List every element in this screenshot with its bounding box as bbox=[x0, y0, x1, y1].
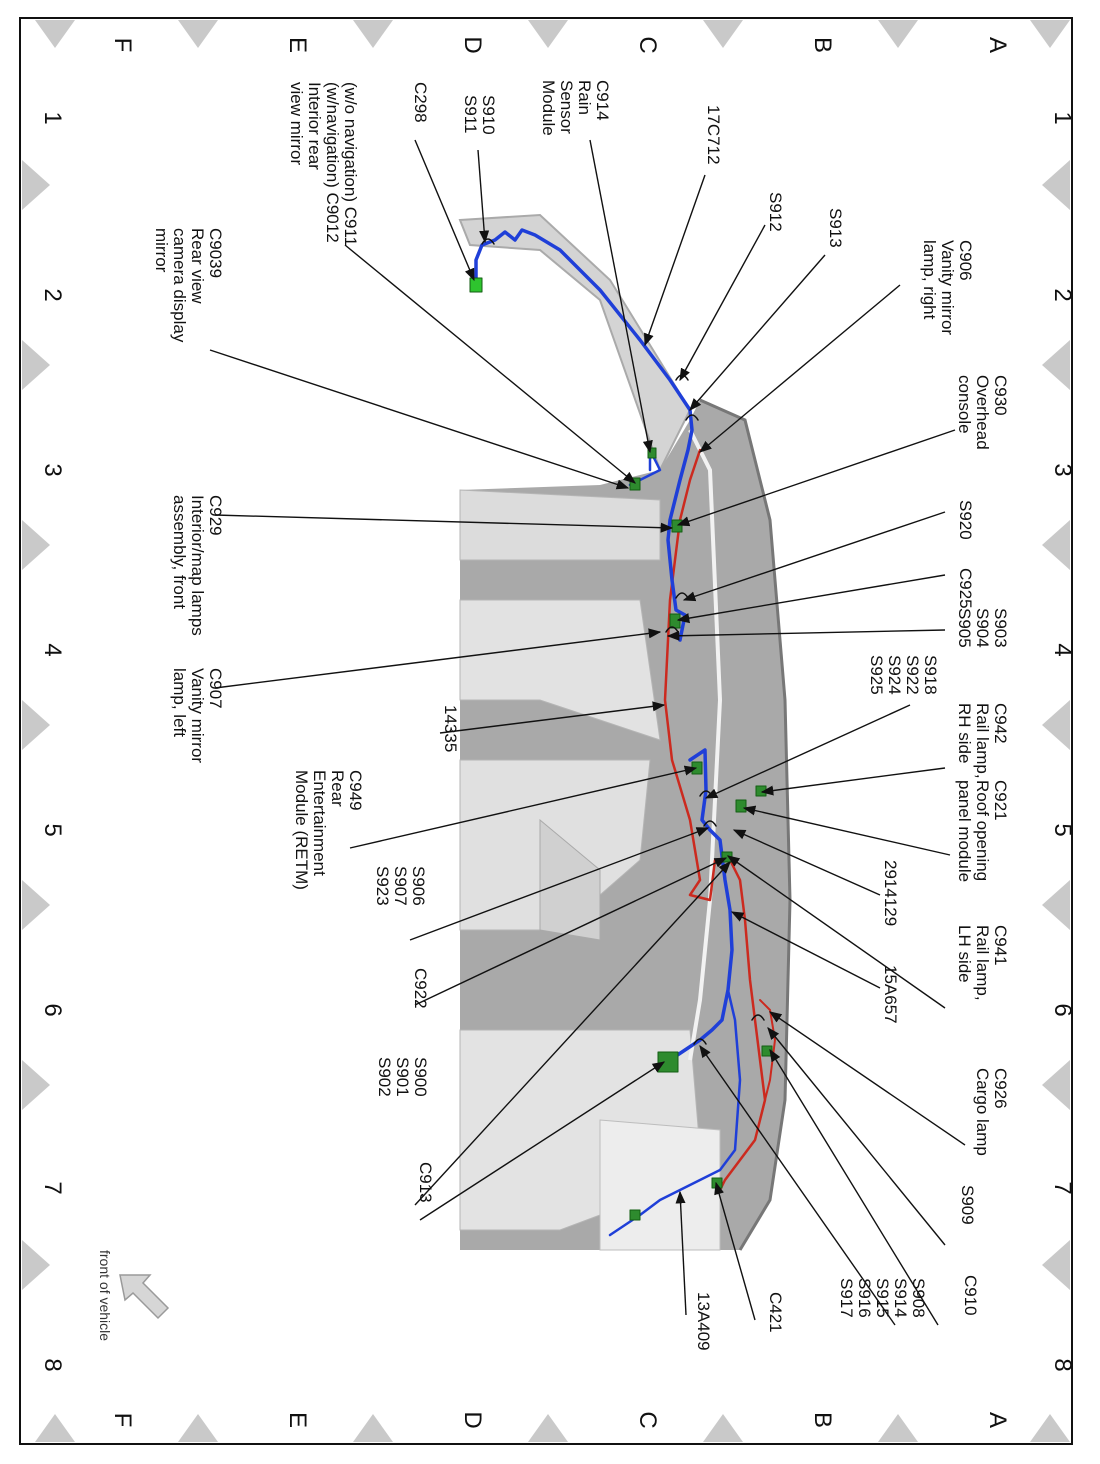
grid-letter-top: E bbox=[284, 36, 311, 54]
callout-s908-line: S916 bbox=[855, 1278, 874, 1318]
callout-s903-line: S905 bbox=[955, 608, 974, 648]
callout-s920-line: S920 bbox=[956, 500, 975, 540]
grid-number-left: 6 bbox=[39, 1003, 66, 1017]
callout-s908-line: S914 bbox=[891, 1278, 910, 1318]
grid-letter-top: D bbox=[459, 36, 486, 54]
callout-s908-line: S908 bbox=[909, 1278, 928, 1318]
grid-letter-top: B bbox=[809, 36, 836, 54]
callout-c421-line: C421 bbox=[766, 1292, 785, 1333]
callout-p14335-line: 14335 bbox=[441, 705, 460, 753]
callout-c949-line: C949 bbox=[346, 770, 365, 811]
grid-number-left: 8 bbox=[39, 1358, 66, 1372]
callout-c921-line: panel module bbox=[955, 780, 974, 883]
grid-number-right: 2 bbox=[1049, 288, 1076, 302]
callout-s918-line: S925 bbox=[867, 655, 886, 695]
callout-c942-line: RH side bbox=[955, 703, 974, 764]
grid-letters-bottom bbox=[109, 1411, 1011, 1428]
grid-letter-bottom: E bbox=[284, 1411, 311, 1429]
grid-letter-top: A bbox=[984, 36, 1011, 54]
callout-c949-line: Module (RETM) bbox=[292, 770, 311, 890]
callout-c941-line: LH side bbox=[955, 925, 974, 983]
grid-number-right: 1 bbox=[1049, 111, 1076, 125]
callout-c929-line: C929 bbox=[206, 495, 225, 536]
callout-c907-line: C907 bbox=[206, 668, 225, 709]
callout-c926-line: C926 bbox=[991, 1068, 1010, 1109]
grid-number-right: 7 bbox=[1049, 1181, 1076, 1195]
callout-c298-line: C298 bbox=[411, 82, 430, 123]
callout-c906-line: Vanity mirror bbox=[938, 240, 957, 336]
callout-s900-line: S902 bbox=[375, 1057, 394, 1097]
grid-number-right: 8 bbox=[1049, 1358, 1076, 1372]
callout-c906-line: C906 bbox=[956, 240, 975, 281]
callout-s913-line: S913 bbox=[826, 208, 845, 248]
callout-c941-line: Rail lamp, bbox=[973, 925, 992, 1001]
callout-c911-line: (w/navigation) C9012 bbox=[323, 82, 342, 243]
grid-number-left: 3 bbox=[39, 463, 66, 477]
grid-number-left: 4 bbox=[39, 643, 66, 657]
grid-number-left: 7 bbox=[39, 1181, 66, 1195]
callout-c911-line: (w/o navigation) C911 bbox=[341, 82, 360, 247]
callout-c930-line: Overhead bbox=[973, 375, 992, 450]
callout-c921-line: C921 bbox=[991, 780, 1010, 821]
grid-letter-top: F bbox=[109, 37, 136, 53]
callout-s906-line: S907 bbox=[391, 866, 410, 906]
grid-number-right: 4 bbox=[1049, 643, 1076, 657]
callout-c930-line: console bbox=[955, 375, 974, 434]
callout-c921-line: Roof opening bbox=[973, 780, 992, 882]
callout-s900-line: S901 bbox=[393, 1057, 412, 1097]
callout-s906-line: S906 bbox=[409, 866, 428, 906]
front-of-vehicle-arrow-icon bbox=[120, 1275, 168, 1318]
grid-numbers-left bbox=[39, 111, 66, 1371]
callout-c911-line: view mirror bbox=[287, 82, 306, 166]
callout-c911-line: Interior rear bbox=[305, 82, 324, 170]
callout-p15a657-line: 15A657 bbox=[881, 965, 900, 1024]
grid-letter-bottom: C bbox=[634, 1411, 661, 1429]
grid-number-left: 5 bbox=[39, 823, 66, 837]
callout-c925-line: C925 bbox=[956, 568, 975, 609]
callout-s912-line: S912 bbox=[766, 192, 785, 232]
callout-c9039-line: mirror bbox=[152, 228, 171, 273]
callout-c910-line: C910 bbox=[961, 1275, 980, 1316]
grid-number-right: 3 bbox=[1049, 463, 1076, 477]
callout-s903-line: S903 bbox=[991, 608, 1010, 648]
callout-s910-line: S911 bbox=[461, 95, 480, 134]
callout-c926-line: Cargo lamp bbox=[973, 1068, 992, 1156]
callout-c907-line: Vanity mirror bbox=[188, 668, 207, 764]
callout-s903-line: S904 bbox=[973, 608, 992, 648]
callout-c914-line: Module bbox=[539, 80, 558, 136]
callout-p13a409-line: 13A409 bbox=[694, 1292, 713, 1351]
grid-letter-bottom: A bbox=[984, 1411, 1011, 1429]
callout-s908-line: S917 bbox=[837, 1278, 856, 1318]
front-of-vehicle-label: front of vehicle bbox=[97, 1250, 113, 1342]
callout-p17c712-line: 17C712 bbox=[704, 105, 723, 165]
callout-c929-line: Interior/map lamps bbox=[188, 495, 207, 636]
callout-c922-line: C922 bbox=[411, 968, 430, 1009]
callout-s909-line: S909 bbox=[958, 1185, 977, 1225]
grid-letter-bottom: B bbox=[809, 1411, 836, 1429]
callout-c942-line: C942 bbox=[991, 703, 1010, 744]
callout-c949-line: Entertainment bbox=[310, 770, 329, 876]
grid-letter-bottom: F bbox=[109, 1412, 136, 1428]
grid-number-left: 1 bbox=[39, 111, 66, 125]
callout-c9039-line: camera display bbox=[170, 228, 189, 343]
callout-c913-line: C913 bbox=[416, 1162, 435, 1203]
callout-c929-line: assembly, front bbox=[170, 495, 189, 610]
callout-c930-line: C930 bbox=[991, 375, 1010, 416]
callout-c914-line: Sensor bbox=[557, 80, 576, 134]
callout-s910-line: S910 bbox=[479, 95, 498, 135]
callout-c906-line: lamp, right bbox=[920, 240, 939, 320]
callout-s918-line: S918 bbox=[921, 655, 940, 695]
callout-s900-line: S900 bbox=[411, 1057, 430, 1097]
callout-c942-line: Rail lamp, bbox=[973, 703, 992, 779]
grid-letter-bottom: D bbox=[459, 1411, 486, 1429]
grid-number-right: 5 bbox=[1049, 823, 1076, 837]
callout-c941-line: C941 bbox=[991, 925, 1010, 966]
callout-s918-line: S922 bbox=[903, 655, 922, 695]
callout-s918-line: S924 bbox=[885, 655, 904, 695]
grid-letter-top: C bbox=[634, 36, 661, 54]
callout-c949-line: Rear bbox=[328, 770, 347, 807]
grid-number-right: 6 bbox=[1049, 1003, 1076, 1017]
callout-s906-line: S923 bbox=[373, 866, 392, 906]
callout-c914-line: Rain bbox=[575, 80, 594, 115]
vehicle-roof-body bbox=[460, 215, 790, 1250]
callout-c914-line: C914 bbox=[593, 80, 612, 121]
callout-p2914129-line: 2914129 bbox=[881, 860, 900, 927]
callout-s908-line: S915 bbox=[873, 1278, 892, 1318]
callout-c9039-line: Rear view bbox=[188, 228, 207, 304]
grid-letters-top bbox=[109, 36, 1011, 53]
grid-number-left: 2 bbox=[39, 288, 66, 302]
callout-c907-line: lamp, left bbox=[170, 668, 189, 737]
callout-c9039-line: C9039 bbox=[206, 228, 225, 279]
